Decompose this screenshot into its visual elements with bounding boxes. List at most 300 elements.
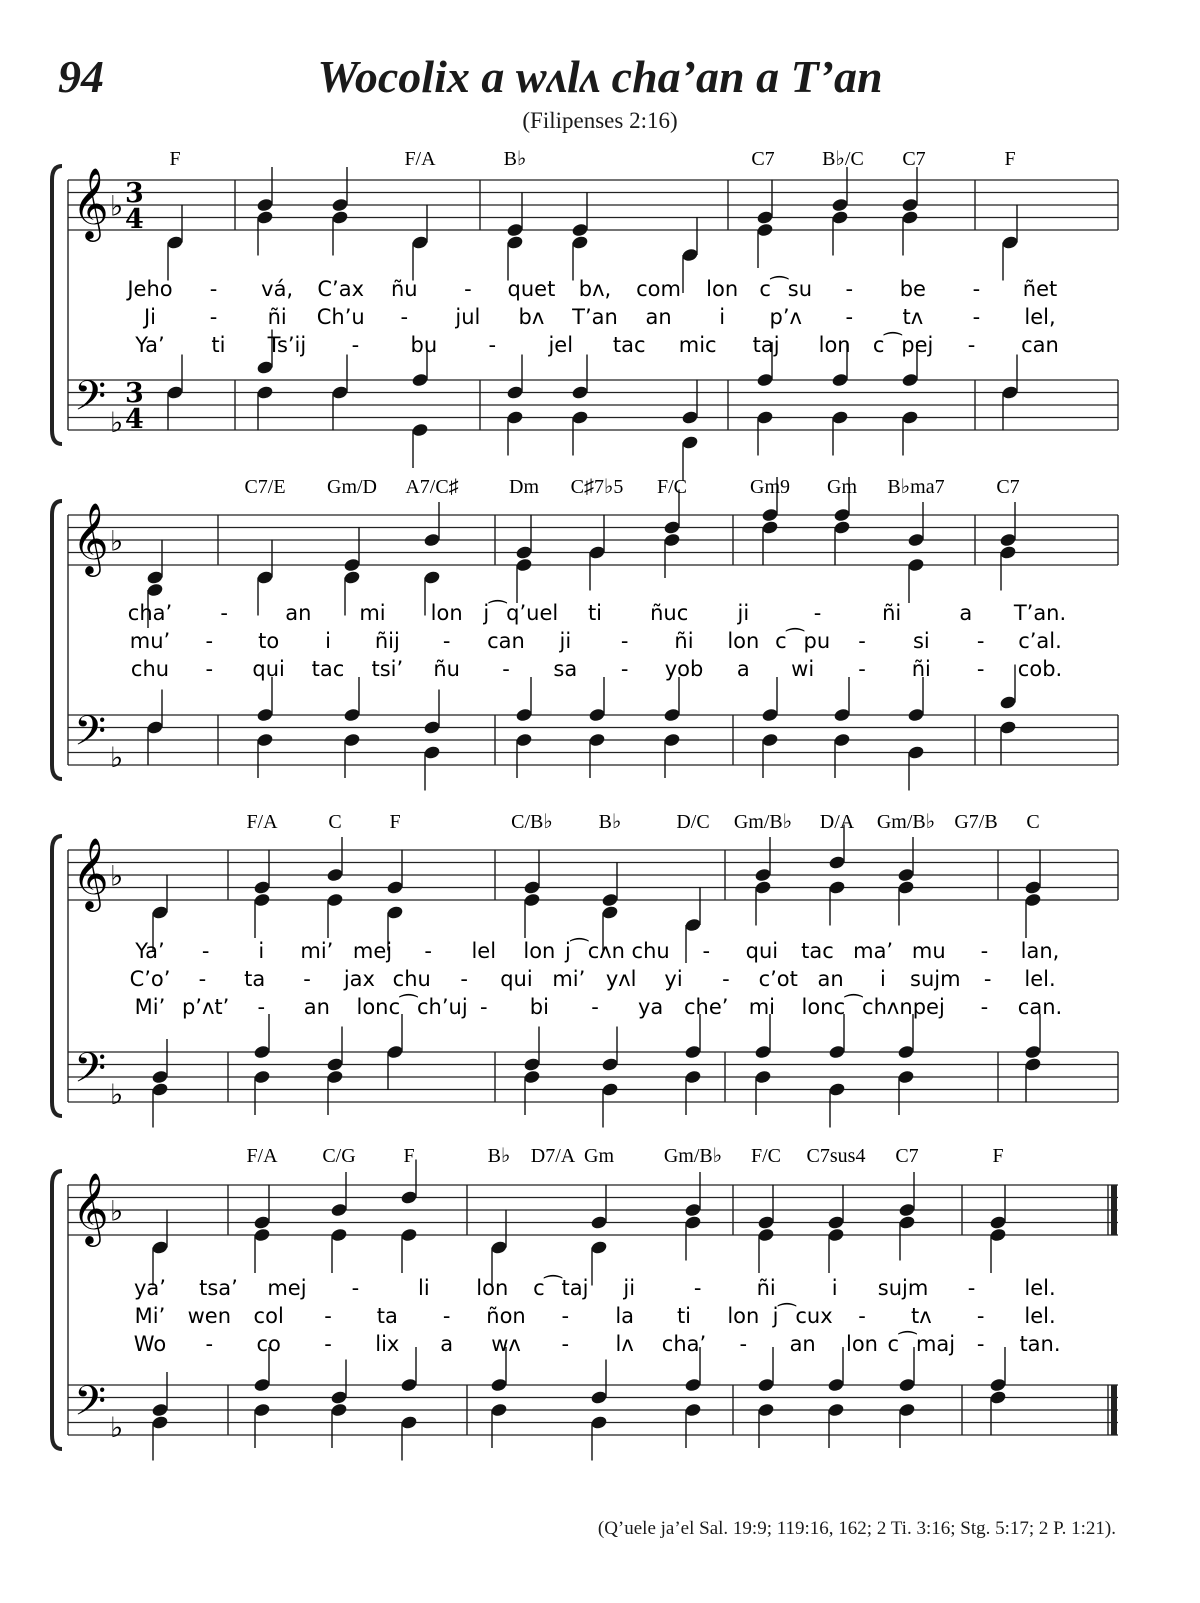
chord-symbol: C/G [322, 1145, 356, 1167]
lyric-syllable: ji [559, 629, 572, 653]
verse-1-lyrics [128, 600, 1066, 625]
footer-references: (Q’uele ja’el Sal. 19:9; 119:16, 162; 2 Ti. 3:16; Stg. 5:17; 2 P. 1:21). [597, 1518, 1116, 1539]
verse-3-lyrics [135, 994, 1063, 1019]
chord-symbol: C♯7♭5 [570, 476, 624, 498]
lyric-syllable: lon [801, 995, 834, 1019]
chord-symbol: C7sus4 [806, 1145, 866, 1167]
lyric-syllable: sujm [910, 967, 961, 991]
note-head [1024, 1057, 1042, 1072]
lyric-syllable: - [205, 657, 214, 681]
lyric-syllable: T’an. [1013, 601, 1067, 625]
note-head [601, 892, 619, 907]
note-head [989, 1215, 1007, 1230]
note-head [588, 545, 606, 560]
bass-staff [68, 1014, 1118, 1128]
lyric-syllable: mic [678, 333, 717, 357]
bass-clef-icon: 𝄢 [74, 707, 107, 765]
note-head [253, 1377, 271, 1392]
lyric-syllable: wi [791, 657, 815, 681]
lyric-syllable: an [285, 601, 312, 625]
lyric-syllable: lel, [1024, 305, 1056, 329]
lyric-syllable: - [209, 277, 218, 301]
treble-clef-icon: 𝄞 [72, 501, 109, 574]
key-flat-icon: ♭ [110, 1411, 124, 1444]
note-head [754, 880, 772, 895]
lyric-syllable: ñij [374, 629, 400, 653]
chord-symbol: C [328, 811, 342, 833]
system-bracket [52, 1171, 62, 1449]
lyric-syllable: tac [311, 657, 345, 681]
note-head [343, 570, 361, 585]
note-head [386, 1044, 404, 1059]
lyric-syllable: - [351, 333, 360, 357]
time-signature-bottom: 4 [125, 204, 144, 235]
hymn-number: 94 [58, 51, 104, 102]
note-head [684, 1044, 702, 1059]
lyric-syllable: i [325, 629, 331, 653]
note-head [146, 720, 164, 735]
note-head [897, 1069, 915, 1084]
lyric-syllable: - [479, 995, 488, 1019]
note-head [897, 1044, 915, 1059]
treble-clef-icon: 𝄞 [72, 166, 109, 239]
lyric-syllable: ñuc [650, 601, 689, 625]
lyric-syllable: c’al. [1018, 629, 1062, 653]
note-head [898, 1215, 916, 1230]
note-head [411, 372, 429, 387]
lyric-syllable: - [976, 629, 985, 653]
lyric-syllable: bʌ [518, 305, 545, 329]
lyric-syllable: mi’ [552, 967, 586, 991]
lyric-syllable: lel [471, 939, 497, 963]
chord-symbol: F/C [656, 476, 688, 498]
chord-symbol: C7/E [244, 476, 286, 498]
note-head [663, 732, 681, 747]
note-head [901, 372, 919, 387]
verse-2-lyrics [135, 1303, 1056, 1328]
note-head [515, 557, 533, 572]
note-head [571, 222, 589, 237]
lyric-syllable: - [858, 1304, 866, 1328]
note-head [166, 385, 184, 400]
note-head [684, 917, 702, 932]
chord-symbol: D/A [819, 811, 855, 833]
note-head [1001, 235, 1019, 250]
note-head [256, 197, 274, 212]
lyric-syllable: c⁀su [759, 277, 813, 301]
lyric-syllable: ma’ [853, 939, 894, 963]
chord-symbol: D7/A [530, 1145, 576, 1167]
note-head [571, 385, 589, 400]
system-bracket [52, 501, 62, 779]
treble-clef-icon: 𝄞 [72, 1171, 109, 1244]
note-head [756, 222, 774, 237]
note-head [253, 1402, 271, 1417]
lyric-syllable: ñet [1022, 277, 1058, 301]
note-head [506, 385, 524, 400]
chord-symbol: F [389, 811, 401, 833]
note-head [684, 1215, 702, 1230]
lyric-syllable: lon [846, 1332, 878, 1356]
note-head [827, 1377, 845, 1392]
lyric-syllable: wen [187, 1304, 232, 1328]
chord-symbol: Dm [509, 476, 539, 498]
note-head [523, 1057, 541, 1072]
note-head [331, 385, 349, 400]
chord-symbol: Gm [584, 1145, 614, 1167]
note-head [833, 507, 851, 522]
note-head [571, 410, 589, 425]
verse-2-lyrics [142, 305, 1056, 329]
lyric-syllable: lel. [1024, 1276, 1056, 1300]
lyric-syllable: ya [637, 995, 664, 1019]
lyric-syllable: - [983, 967, 992, 991]
note-head [901, 210, 919, 225]
note-head [256, 707, 274, 722]
key-flat-icon: ♭ [110, 741, 124, 774]
note-head [833, 732, 851, 747]
note-head [761, 507, 779, 522]
note-head [989, 1377, 1007, 1392]
lyric-syllable: col [253, 1304, 284, 1328]
lyric-syllable: chu [130, 657, 170, 681]
lyric-syllable: lon [706, 277, 739, 301]
note-head [827, 1215, 845, 1230]
chord-symbol: Gm/D [327, 476, 377, 498]
lyric-syllable: tan. [1019, 1332, 1061, 1356]
note-head [756, 372, 774, 387]
note-head [601, 1057, 619, 1072]
system-bracket [52, 836, 62, 1116]
lyric-syllable: yʌl [605, 967, 637, 991]
lyric-syllable: ñu [433, 657, 460, 681]
note-head [151, 1402, 169, 1417]
time-signature-top: 3 [125, 178, 144, 209]
note-head [400, 1190, 418, 1205]
note-head [326, 1069, 344, 1084]
lyric-syllable: - [198, 967, 207, 991]
lyric-syllable: an [303, 995, 330, 1019]
lyric-syllable: - [460, 967, 468, 991]
chord-symbol: Gm/B♭ [663, 1145, 723, 1167]
lyric-syllable: Jeho [127, 277, 173, 301]
chord-symbol: F [992, 1145, 1004, 1167]
bass-clef-icon: 𝄢 [74, 1044, 107, 1102]
lyric-syllable: chu [631, 939, 670, 963]
note-head [256, 385, 274, 400]
note-head [151, 1069, 169, 1084]
verse-1-lyrics [134, 938, 1059, 963]
note-head [490, 1240, 508, 1255]
note-head [831, 197, 849, 212]
lyric-syllable: com [636, 277, 682, 301]
note-head [833, 707, 851, 722]
chord-symbol: Gm9 [750, 476, 790, 498]
lyric-syllable: ñon [486, 1304, 526, 1328]
lyric-syllable: - [967, 1276, 976, 1300]
treble-clef-icon: 𝄞 [72, 836, 109, 909]
lyric-syllable: - [442, 629, 451, 653]
lyric-syllable: tʌ [902, 305, 924, 329]
lyric-syllable: pej [912, 995, 945, 1019]
note-head [1024, 880, 1042, 895]
note-head [999, 532, 1017, 547]
note-head [681, 410, 699, 425]
bass-staff [68, 1347, 1118, 1461]
note-head [523, 1069, 541, 1084]
chord-symbol: C7 [751, 148, 775, 170]
lyric-syllable: chu [392, 967, 431, 991]
lyric-syllable: - [980, 939, 989, 963]
chord-symbol: C7 [895, 1145, 919, 1167]
note-head [151, 1082, 169, 1097]
lyric-syllable: - [220, 601, 228, 625]
lyric-syllable: lon [727, 629, 760, 653]
note-head [831, 372, 849, 387]
time-signature-top: 3 [125, 378, 144, 409]
lyric-syllable: c⁀chʌn [833, 995, 913, 1019]
lyric-syllable: ñu [390, 277, 418, 301]
note-head [343, 732, 361, 747]
chord-symbol: F/A [246, 1145, 278, 1167]
note-head [590, 1240, 608, 1255]
lyric-syllable: an [789, 1332, 816, 1356]
lyric-syllable: - [980, 995, 989, 1019]
note-head [326, 892, 344, 907]
lyric-syllable: lel. [1024, 1304, 1056, 1328]
lyric-syllable: - [303, 967, 311, 991]
lyric-syllable: Ya’ [135, 939, 165, 963]
note-head [343, 707, 361, 722]
note-head [423, 745, 441, 760]
note-head [386, 880, 404, 895]
note-head [490, 1402, 508, 1417]
system-2 [52, 476, 1118, 791]
lyric-syllable: co [256, 1332, 281, 1356]
lyric-syllable: lon [430, 601, 463, 625]
lyric-syllable: - [620, 657, 629, 681]
note-head [515, 732, 533, 747]
lyric-syllable: j⁀cʌn [565, 939, 625, 963]
note-head [897, 867, 915, 882]
note-head [256, 210, 274, 225]
lyric-syllable: li [418, 1276, 430, 1300]
system-1 [52, 148, 1118, 481]
treble-staff [68, 167, 1118, 293]
note-head [343, 557, 361, 572]
chord-symbol: B♭ma7 [887, 476, 945, 498]
scripture-reference: (Filipenses 2:16) [522, 108, 678, 133]
note-head [506, 410, 524, 425]
lyric-syllable: j⁀cux [772, 1304, 833, 1328]
note-head [756, 410, 774, 425]
note-head [330, 1402, 348, 1417]
note-head [253, 1044, 271, 1059]
note-head [601, 1082, 619, 1097]
lyric-syllable: tac [612, 333, 646, 357]
verse-3-lyrics [131, 657, 1062, 681]
note-head [330, 1202, 348, 1217]
lyric-syllable: ñi [911, 657, 931, 681]
chord-symbol: C/B♭ [511, 811, 553, 833]
note-head [523, 880, 541, 895]
note-head [588, 707, 606, 722]
note-head [828, 880, 846, 895]
lyric-syllable: qui [745, 939, 779, 963]
lyric-syllable: - [693, 1276, 702, 1300]
note-head [506, 235, 524, 250]
lyric-syllable: lon [523, 939, 556, 963]
chord-symbol: F/A [404, 148, 436, 170]
chord-symbol: B♭ [503, 148, 527, 170]
chord-symbol: F [169, 148, 181, 170]
note-head [331, 210, 349, 225]
lyric-syllable: mej [352, 939, 393, 963]
lyric-syllable: - [858, 657, 866, 681]
chord-symbol: Gm [827, 476, 857, 498]
note-head [590, 1415, 608, 1430]
note-head [423, 720, 441, 735]
note-head [326, 867, 344, 882]
lyric-syllable: - [976, 657, 985, 681]
lyric-syllable: mi’ [300, 939, 334, 963]
lyric-syllable: yob [664, 657, 704, 681]
note-head [898, 1202, 916, 1217]
note-head [827, 1227, 845, 1242]
key-flat-icon: ♭ [110, 524, 124, 558]
note-head [423, 570, 441, 585]
note-head [1024, 892, 1042, 907]
lyric-syllable: i [719, 305, 726, 329]
lyric-syllable: - [257, 995, 266, 1019]
lyric-syllable: - [464, 277, 472, 301]
lyric-syllable: lan, [1020, 939, 1060, 963]
lyric-syllable: tsa’ [199, 1276, 238, 1300]
note-head [684, 1377, 702, 1392]
system-4 [52, 1145, 1118, 1461]
lyric-syllable: Ya’ [135, 333, 165, 357]
lyric-syllable: c⁀pej [872, 333, 934, 357]
note-head [151, 1415, 169, 1430]
chord-symbol: C7 [996, 476, 1020, 498]
note-head [761, 520, 779, 535]
note-head [166, 235, 184, 250]
lyric-syllable: lel. [1024, 967, 1056, 991]
note-head [663, 532, 681, 547]
lyric-syllable: - [442, 1304, 451, 1328]
note-head [907, 745, 925, 760]
lyric-syllable: mi [359, 601, 386, 625]
note-head [1024, 1044, 1042, 1059]
lyric-syllable: ñi [674, 629, 694, 653]
note-head [253, 880, 271, 895]
lyric-syllable: - [424, 939, 432, 963]
lyric-syllable: c’ot [758, 967, 798, 991]
bass-staff [68, 665, 1118, 791]
lyric-syllable: a [959, 601, 973, 625]
chord-symbol: B♭/C [822, 148, 864, 170]
lyric-syllable: qui [500, 967, 533, 991]
lyric-syllable: ji [737, 601, 750, 625]
note-head [411, 235, 429, 250]
lyric-syllable: - [351, 1276, 360, 1300]
lyric-syllable: be [899, 277, 926, 301]
lyric-syllable: i [831, 1276, 838, 1300]
note-head [828, 855, 846, 870]
lyric-syllable: bi [529, 995, 549, 1019]
lyric-syllable: ti [211, 333, 226, 357]
note-head [400, 1377, 418, 1392]
note-head [588, 732, 606, 747]
note-head [757, 1215, 775, 1230]
note-head [146, 582, 164, 597]
note-head [833, 520, 851, 535]
lyric-syllable: - [209, 305, 218, 329]
lyric-syllable: quet [507, 277, 556, 301]
note-head [898, 1402, 916, 1417]
verse-2-lyrics [130, 628, 1062, 653]
note-head [411, 422, 429, 437]
note-head [827, 1402, 845, 1417]
lyric-syllable: - [967, 333, 976, 357]
lyric-syllable: mi [748, 995, 776, 1019]
lyric-syllable: lon [727, 1304, 760, 1328]
note-head [330, 1227, 348, 1242]
note-head [828, 1044, 846, 1059]
note-head [999, 545, 1017, 560]
chord-symbol: C7 [902, 148, 926, 170]
lyric-syllable: bu [410, 333, 438, 357]
verse-1-lyrics [134, 1275, 1056, 1300]
note-head [400, 1227, 418, 1242]
lyric-syllable: - [722, 967, 730, 991]
chord-symbol: F [1004, 148, 1016, 170]
note-head [684, 1402, 702, 1417]
lyric-syllable: Mi’ [134, 995, 166, 1019]
bass-clef-icon: 𝄢 [74, 372, 107, 430]
lyric-syllable: an [817, 967, 844, 991]
note-head [253, 1069, 271, 1084]
lyric-syllable: to [258, 629, 280, 653]
lyric-syllable: Ts’ij [267, 333, 307, 357]
lyric-syllable: lon [356, 995, 389, 1019]
lyric-syllable: lix [375, 1332, 400, 1356]
lyric-syllable: p’ʌ [769, 305, 802, 329]
note-head [901, 197, 919, 212]
lyric-syllable: - [813, 601, 822, 625]
chord-symbol: A7/C♯ [405, 476, 459, 498]
note-head [999, 695, 1017, 710]
note-head [256, 570, 274, 585]
note-head [326, 1057, 344, 1072]
treble-staff [68, 1160, 1118, 1286]
note-head [151, 1240, 169, 1255]
lyric-syllable: ñi [882, 601, 902, 625]
key-flat-icon: ♭ [110, 406, 124, 439]
note-head [515, 707, 533, 722]
note-head [386, 905, 404, 920]
note-head [506, 222, 524, 237]
lyric-syllable: - [502, 657, 510, 681]
note-head [256, 732, 274, 747]
note-head [663, 707, 681, 722]
note-head [831, 410, 849, 425]
note-head [757, 1227, 775, 1242]
lyric-syllable: - [845, 305, 854, 329]
note-head [681, 247, 699, 262]
lyric-syllable: - [620, 629, 629, 653]
lyric-syllable: - [858, 629, 866, 653]
